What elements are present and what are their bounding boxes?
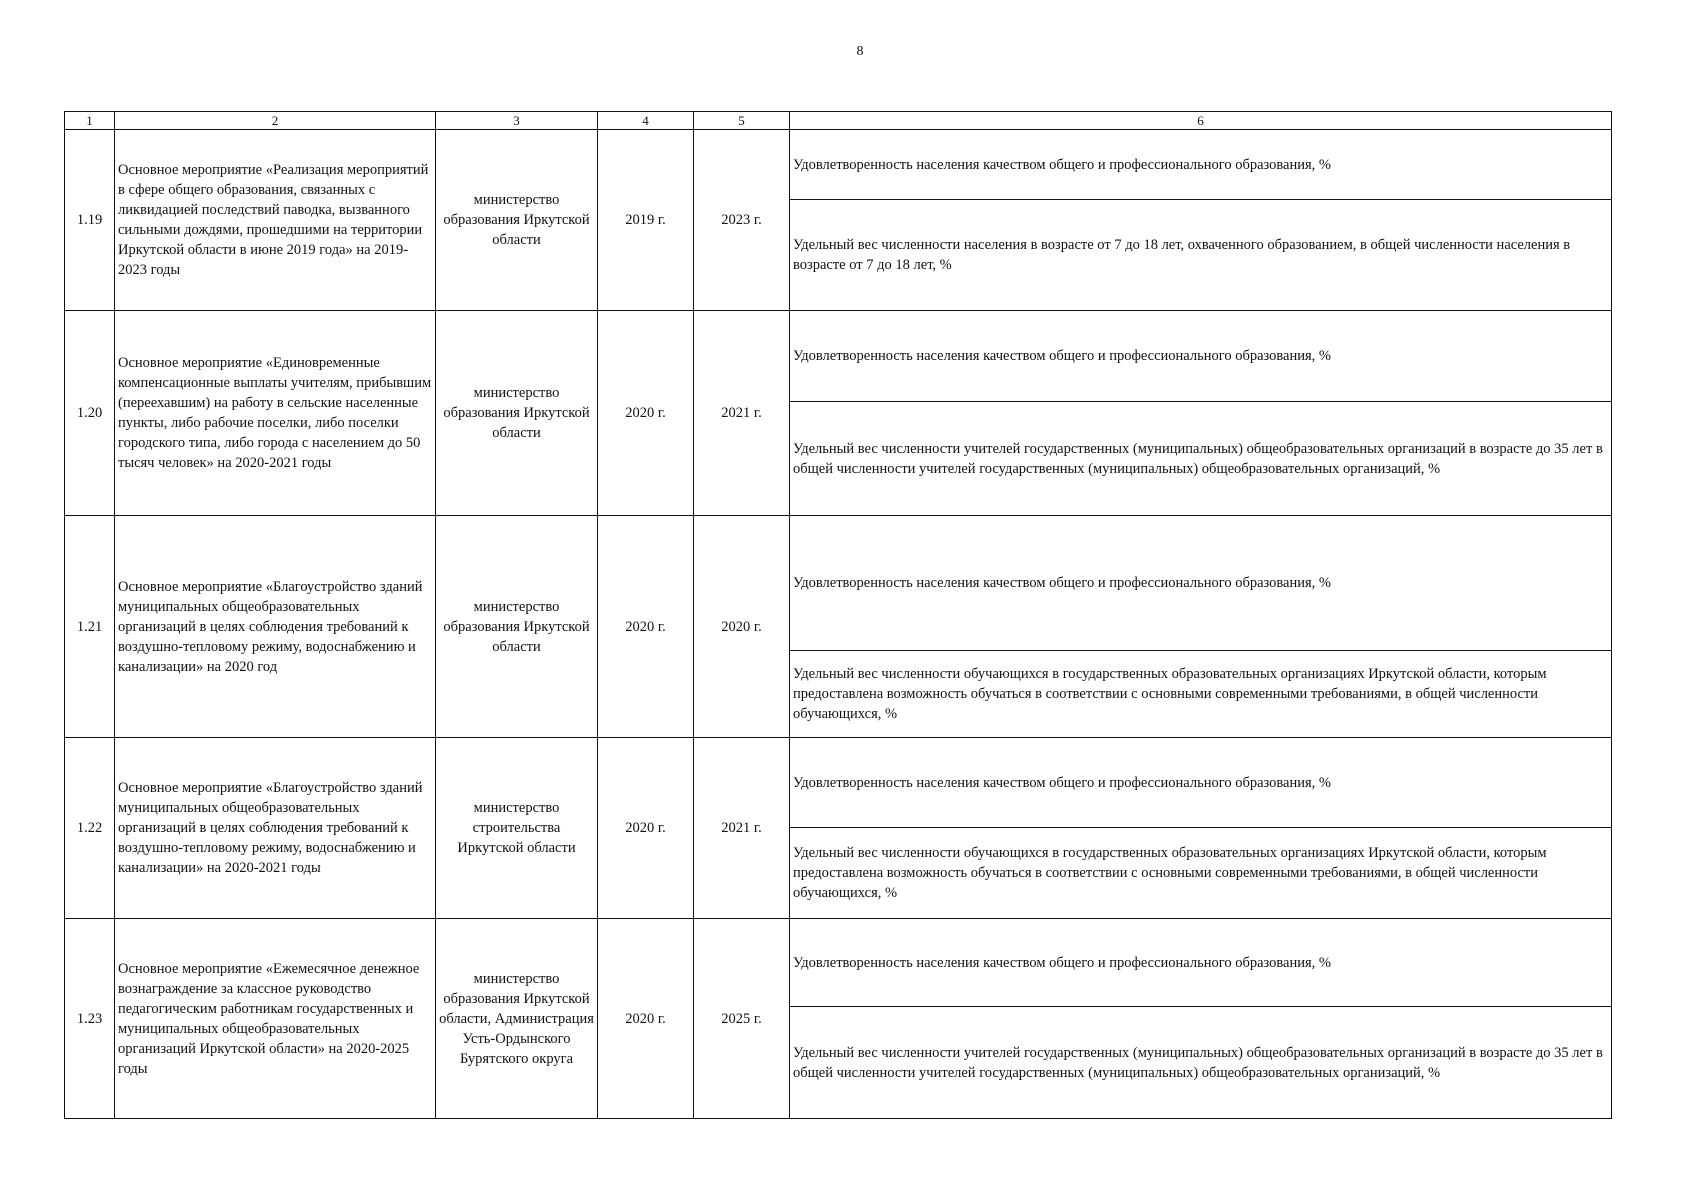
- end-year: 2020 г.: [694, 516, 790, 738]
- table-row: [65, 311, 1612, 402]
- header-cell: 6: [790, 112, 1612, 130]
- indicator: Удовлетворенность населения качеством общего и профессионального образования, %: [790, 130, 1612, 200]
- measure-name: Основное мероприятие «Благоустройство зданий муниципальных общеобразовательных организаций в целях соблюдения требований к воздушно-тепловому режиму, водоснабжению и канализации» на 2020-2021 годы: [115, 738, 436, 919]
- measures-table: [64, 111, 1612, 1119]
- start-year: 2020 г.: [598, 919, 694, 1119]
- header-row: [65, 112, 1612, 130]
- row-number: 1.23: [65, 919, 115, 1119]
- indicator: Удельный вес численности обучающихся в государственных образовательных организациях Иркутской области, которым предоставлена возможность обучаться в соответствии с основными современными требованиями, в общей численности обучающихся, %: [790, 651, 1612, 738]
- row-number: 1.21: [65, 516, 115, 738]
- table-row: [65, 919, 1612, 1007]
- measure-name: Основное мероприятие «Единовременные компенсационные выплаты учителям, прибывшим (переехавшим) на работу в сельские населенные пункты, либо рабочие поселки, либо поселки городского типа, либо города с населением до 50 тысяч человек» на 2020-2021 годы: [115, 311, 436, 516]
- start-year: 2020 г.: [598, 311, 694, 516]
- row-number: 1.19: [65, 130, 115, 311]
- measure-name: Основное мероприятие «Ежемесячное денежное вознаграждение за классное руководство педагогическим работникам государственных и муниципальных общеобразовательных организаций Иркутской области» на 2020-2025 годы: [115, 919, 436, 1119]
- executor: министерство образования Иркутской области: [436, 516, 598, 738]
- header-cell: 4: [598, 112, 694, 130]
- start-year: 2020 г.: [598, 738, 694, 919]
- header-cell: 5: [694, 112, 790, 130]
- end-year: 2021 г.: [694, 311, 790, 516]
- page-number: 8: [856, 44, 864, 59]
- indicator: Удельный вес численности учителей государственных (муниципальных) общеобразовательных организаций в возрасте до 35 лет в общей численности учителей государственных (муниципальных) общеобразовательных организаций, %: [790, 1007, 1612, 1119]
- measure-name: Основное мероприятие «Реализация мероприятий в сфере общего образования, связанных с ликвидацией последствий паводка, вызванного сильными дождями, прошедшими на территории Иркутской области в июне 2019 года» на 2019-2023 годы: [115, 130, 436, 311]
- indicator: Удовлетворенность населения качеством общего и профессионального образования, %: [790, 919, 1612, 1007]
- indicator: Удельный вес численности населения в возрасте от 7 до 18 лет, охваченного образованием, в общей численности населения в возрасте от 7 до 18 лет, %: [790, 200, 1612, 311]
- measure-name: Основное мероприятие «Благоустройство зданий муниципальных общеобразовательных организаций в целях соблюдения требований к воздушно-тепловому режиму, водоснабжению и канализации» на 2020 год: [115, 516, 436, 738]
- indicator: Удовлетворенность населения качеством общего и профессионального образования, %: [790, 738, 1612, 828]
- header-cell: 3: [436, 112, 598, 130]
- header-cell: 2: [115, 112, 436, 130]
- executor: министерство образования Иркутской области, Администрация Усть-Ордынского Бурятского округа: [436, 919, 598, 1119]
- end-year: 2025 г.: [694, 919, 790, 1119]
- table-row: [65, 738, 1612, 828]
- start-year: 2019 г.: [598, 130, 694, 311]
- row-number: 1.20: [65, 311, 115, 516]
- end-year: 2021 г.: [694, 738, 790, 919]
- executor: министерство образования Иркутской области: [436, 311, 598, 516]
- end-year: 2023 г.: [694, 130, 790, 311]
- table-row: [65, 516, 1612, 651]
- header-cell: 1: [65, 112, 115, 130]
- executor: министерство строительства Иркутской области: [436, 738, 598, 919]
- start-year: 2020 г.: [598, 516, 694, 738]
- executor: министерство образования Иркутской области: [436, 130, 598, 311]
- indicator: Удовлетворенность населения качеством общего и профессионального образования, %: [790, 516, 1612, 651]
- indicator: Удовлетворенность населения качеством общего и профессионального образования, %: [790, 311, 1612, 402]
- indicator: Удельный вес численности учителей государственных (муниципальных) общеобразовательных организаций в возрасте до 35 лет в общей численности учителей государственных (муниципальных) общеобразовательных организаций, %: [790, 402, 1612, 516]
- indicator: Удельный вес численности обучающихся в государственных образовательных организациях Иркутской области, которым предоставлена возможность обучаться в соответствии с основными современными требованиями, в общей численности обучающихся, %: [790, 828, 1612, 919]
- row-number: 1.22: [65, 738, 115, 919]
- table-row: [65, 130, 1612, 200]
